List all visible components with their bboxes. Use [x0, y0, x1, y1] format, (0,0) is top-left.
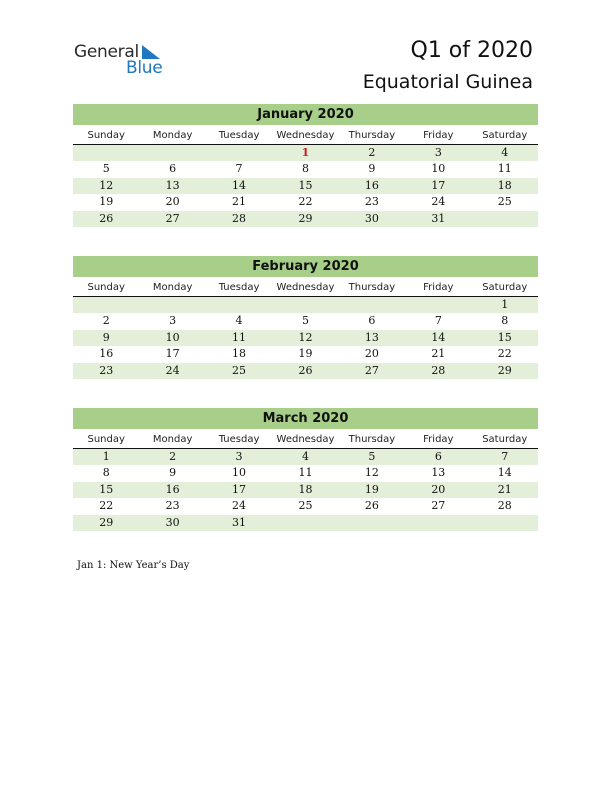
day-cell: 5 — [102, 162, 110, 176]
day-cell: 21 — [431, 347, 446, 361]
day-cell: 10 — [165, 330, 180, 344]
week-row — [73, 482, 538, 498]
day-cell — [73, 297, 139, 313]
weekday-label: Monday — [152, 434, 193, 445]
day-cell: 8 — [501, 314, 509, 328]
day-cell — [339, 297, 405, 313]
day-cell: 30 — [165, 515, 180, 529]
page-title: Q1 of 2020 — [410, 38, 533, 63]
week-row — [73, 297, 538, 313]
weekday-label: Tuesday — [218, 434, 260, 445]
weekday-label: Wednesday — [276, 130, 335, 141]
day-cell: 12 — [298, 330, 313, 344]
day-cell: 29 — [99, 515, 114, 529]
day-cell: 16 — [364, 178, 379, 192]
week-row — [73, 313, 538, 329]
day-cell: 29 — [298, 211, 313, 225]
day-cell: 1 — [102, 450, 110, 463]
day-cell: 1 — [501, 298, 509, 311]
page-subtitle: Equatorial Guinea — [362, 71, 533, 93]
weekday-header-row — [73, 431, 538, 449]
day-cell: 27 — [364, 363, 379, 377]
weekday-label: Friday — [423, 282, 454, 293]
week-row — [73, 515, 538, 531]
day-cell: 1 — [301, 146, 310, 159]
logo-blue-text: Blue — [126, 58, 163, 78]
weekday-label: Sunday — [87, 130, 125, 141]
day-cell: 30 — [364, 211, 379, 225]
day-cell: 18 — [232, 347, 247, 361]
day-cell: 3 — [235, 450, 243, 463]
day-cell: 26 — [364, 499, 379, 513]
day-cell — [139, 297, 205, 313]
day-cell: 27 — [431, 499, 446, 513]
month-title: March 2020 — [73, 408, 538, 429]
week-row — [73, 145, 538, 161]
weekday-label: Tuesday — [218, 282, 260, 293]
day-cell: 28 — [232, 211, 247, 225]
day-cell: 24 — [232, 499, 247, 513]
day-cell: 22 — [298, 195, 313, 209]
day-cell: 15 — [298, 178, 313, 192]
day-cell: 28 — [497, 499, 512, 513]
day-cell: 14 — [232, 178, 247, 192]
weekday-label: Monday — [152, 130, 193, 141]
week-row — [73, 194, 538, 210]
day-cell: 2 — [368, 146, 376, 159]
day-cell: 18 — [298, 482, 313, 496]
month-title: January 2020 — [73, 104, 538, 125]
day-cell: 24 — [165, 363, 180, 377]
weekday-label: Wednesday — [276, 282, 335, 293]
weekday-label: Saturday — [482, 282, 528, 293]
weekday-label: Thursday — [348, 282, 396, 293]
weekday-label: Monday — [152, 282, 193, 293]
day-cell: 22 — [497, 347, 512, 361]
day-cell: 25 — [298, 499, 313, 513]
day-cell: 19 — [298, 347, 313, 361]
day-cell: 8 — [102, 466, 110, 480]
weekday-label: Tuesday — [218, 130, 260, 141]
day-cell — [206, 145, 272, 161]
day-cell: 10 — [431, 162, 446, 176]
month-calendar-january — [73, 104, 538, 227]
day-cell: 20 — [165, 195, 180, 209]
day-cell — [405, 297, 471, 313]
day-cell — [339, 515, 405, 531]
day-cell: 12 — [364, 466, 379, 480]
day-cell: 5 — [368, 450, 376, 463]
weekday-label: Wednesday — [276, 434, 335, 445]
day-cell: 21 — [232, 195, 247, 209]
day-cell: 22 — [99, 499, 114, 513]
month-calendar-february — [73, 256, 538, 379]
week-row — [73, 465, 538, 481]
day-cell: 19 — [364, 482, 379, 496]
day-cell: 26 — [298, 363, 313, 377]
day-cell: 25 — [232, 363, 247, 377]
day-cell: 17 — [431, 178, 446, 192]
day-cell — [272, 297, 338, 313]
month-calendar-march — [73, 408, 538, 531]
day-cell: 17 — [232, 482, 247, 496]
day-cell: 23 — [364, 195, 379, 209]
day-cell: 19 — [99, 195, 114, 209]
day-cell: 2 — [169, 450, 177, 463]
day-cell: 13 — [364, 330, 379, 344]
day-cell: 3 — [169, 314, 177, 328]
day-cell: 11 — [232, 330, 247, 344]
day-cell: 31 — [232, 515, 247, 529]
weekday-label: Saturday — [482, 434, 528, 445]
week-row — [73, 498, 538, 514]
day-cell: 6 — [434, 450, 442, 463]
day-cell: 16 — [165, 482, 180, 496]
week-row — [73, 330, 538, 346]
weekday-label: Thursday — [348, 130, 396, 141]
day-cell: 15 — [99, 482, 114, 496]
weekday-label: Sunday — [87, 434, 125, 445]
day-cell: 7 — [501, 450, 509, 463]
day-cell: 13 — [431, 466, 446, 480]
weekday-label: Friday — [423, 130, 454, 141]
day-cell: 4 — [501, 146, 509, 159]
day-cell: 18 — [497, 178, 512, 192]
day-cell: 26 — [99, 211, 114, 225]
day-cell: 5 — [301, 314, 309, 328]
weekday-header-row — [73, 279, 538, 297]
week-row — [73, 346, 538, 362]
day-cell — [73, 145, 139, 161]
day-cell — [472, 515, 538, 531]
day-cell: 14 — [431, 330, 446, 344]
day-cell: 17 — [165, 347, 180, 361]
day-cell: 21 — [497, 482, 512, 496]
day-cell: 23 — [99, 363, 114, 377]
day-cell: 7 — [434, 314, 442, 328]
day-cell: 9 — [169, 466, 177, 480]
day-cell: 3 — [434, 146, 442, 159]
weekday-label: Saturday — [482, 130, 528, 141]
day-cell — [472, 211, 538, 227]
week-row — [73, 363, 538, 379]
day-cell: 31 — [431, 211, 446, 225]
holiday-note: Jan 1: New Year’s Day — [77, 560, 190, 571]
day-cell: 9 — [102, 330, 110, 344]
day-cell: 27 — [165, 211, 180, 225]
day-cell — [206, 297, 272, 313]
week-row — [73, 161, 538, 177]
weekday-label: Thursday — [348, 434, 396, 445]
day-cell: 10 — [232, 466, 247, 480]
day-cell: 11 — [298, 466, 313, 480]
day-cell: 14 — [497, 466, 512, 480]
day-cell: 28 — [431, 363, 446, 377]
month-title: February 2020 — [73, 256, 538, 277]
day-cell — [272, 515, 338, 531]
day-cell: 29 — [497, 363, 512, 377]
day-cell: 6 — [169, 162, 177, 176]
day-cell: 20 — [431, 482, 446, 496]
weekday-label: Friday — [423, 434, 454, 445]
day-cell: 24 — [431, 195, 446, 209]
week-row — [73, 449, 538, 465]
day-cell: 2 — [102, 314, 110, 328]
day-cell: 6 — [368, 314, 376, 328]
day-cell: 16 — [99, 347, 114, 361]
week-row — [73, 178, 538, 194]
day-cell — [405, 515, 471, 531]
day-cell: 8 — [301, 162, 309, 176]
day-cell: 12 — [99, 178, 114, 192]
week-row — [73, 211, 538, 227]
day-cell: 9 — [368, 162, 376, 176]
day-cell: 25 — [497, 195, 512, 209]
day-cell: 4 — [301, 450, 309, 463]
day-cell: 7 — [235, 162, 243, 176]
day-cell: 20 — [364, 347, 379, 361]
day-cell: 23 — [165, 499, 180, 513]
weekday-label: Sunday — [87, 282, 125, 293]
day-cell: 4 — [235, 314, 243, 328]
generalblue-logo — [74, 42, 174, 78]
day-cell — [139, 145, 205, 161]
day-cell: 13 — [165, 178, 180, 192]
weekday-header-row — [73, 127, 538, 145]
day-cell: 11 — [497, 162, 512, 176]
logo-general-text: General — [74, 42, 139, 62]
day-cell: 15 — [497, 330, 512, 344]
